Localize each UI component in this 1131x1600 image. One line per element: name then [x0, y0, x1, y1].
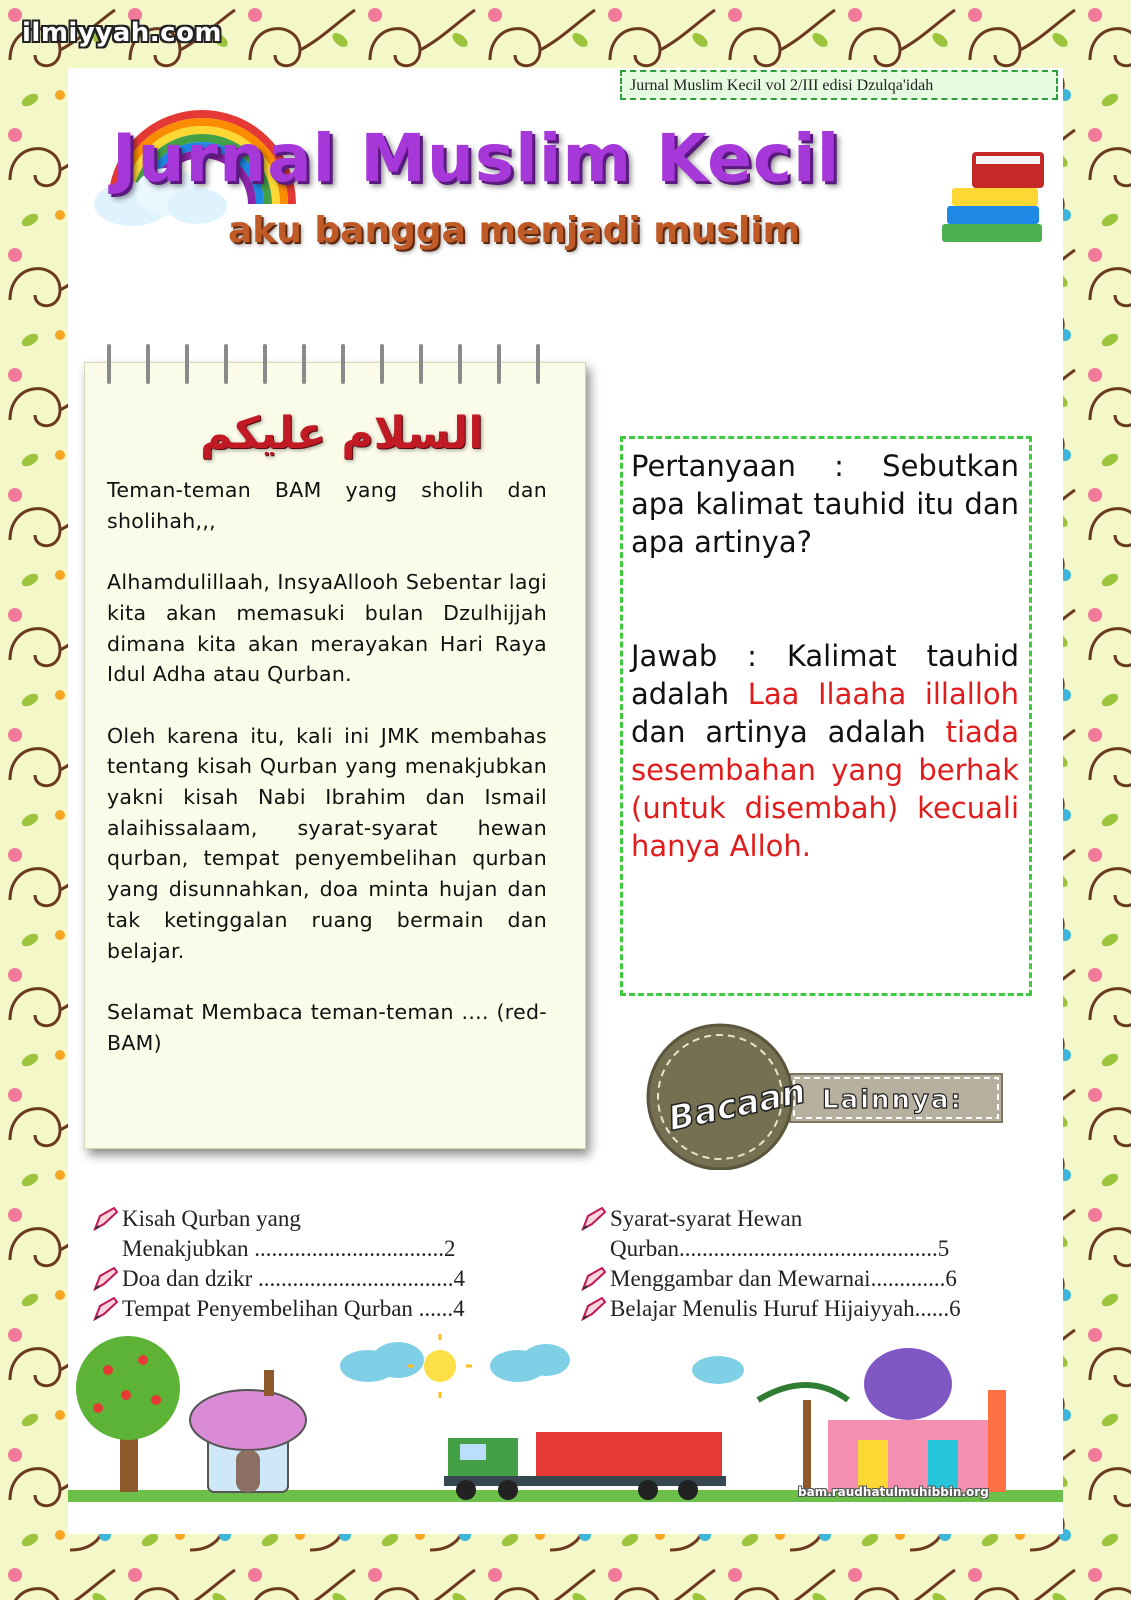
- site-badge[interactable]: ilmiyyah.com: [22, 18, 223, 48]
- toc-item[interactable]: [580, 1294, 961, 1324]
- toc-item-page: Qurban.............................................5: [610, 1236, 950, 1261]
- mosque-icon: [758, 1348, 1006, 1492]
- toc-item[interactable]: [92, 1294, 465, 1324]
- toc-item-title: Tempat Penyembelihan Qurban ......4: [122, 1296, 465, 1321]
- answer-mid: dan artinya adalah: [631, 715, 946, 749]
- toc-item-page: Menakjubkan .................................2: [122, 1236, 456, 1261]
- house-icon: [190, 1370, 306, 1492]
- pen-icon: [92, 1206, 120, 1232]
- toc-item-title: Belajar Menulis Huruf Hijaiyyah......6: [610, 1296, 961, 1321]
- tree-icon: [76, 1336, 180, 1492]
- qa-question: Pertanyaan : Sebutkan apa kalimat tauhid itu dan apa artinya?: [631, 449, 1019, 559]
- footer-url[interactable]: bam.raudhatulmuhibbin.org: [798, 1485, 989, 1499]
- notepad-rings: [84, 338, 584, 398]
- toc-item-title: Syarat-syarat Hewan: [610, 1206, 803, 1231]
- toc-item[interactable]: [580, 1204, 961, 1264]
- toc-left: [92, 1204, 465, 1324]
- edition-label: Jurnal Muslim Kecil vol 2/III edisi Dzulqa'idah: [620, 70, 1058, 100]
- salam-greeting: السلام عليكم: [200, 408, 484, 459]
- pen-icon: [580, 1296, 608, 1322]
- letter-paragraph: Oleh karena itu, kali ini JMK membahas tentang kisah Qurban yang menakjubkan yakni kisah Nabi Ibrahim dan Ismail alaihissalaam, syarat-syarat hewan qurban, tempat penyembelihan qurban yang disunnahkan, doa minta hujan dan tak ketinggalan ruang bermain dan belajar.: [107, 723, 547, 963]
- qa-box: [620, 436, 1032, 996]
- pen-icon: [580, 1266, 608, 1292]
- bacaan-lainnya-badge: [640, 1020, 1010, 1170]
- bacaan-word: Bacaan: [664, 1071, 810, 1140]
- toc-right: [580, 1204, 961, 1324]
- answer-intro: Jawab : Kalimat tauhid adalah: [631, 639, 1019, 711]
- truck-icon: [444, 1432, 726, 1500]
- toc-item[interactable]: [92, 1264, 465, 1294]
- toc-item-title: Kisah Qurban yang: [122, 1206, 301, 1231]
- lainnya-word: Lainnya:: [822, 1085, 963, 1115]
- toc-item[interactable]: [580, 1264, 961, 1294]
- answer-kalimat: Laa Ilaaha illalloh: [747, 677, 1019, 711]
- toc-item-title: Menggambar dan Mewarnai.............6: [610, 1266, 957, 1291]
- qa-answer: [631, 637, 1019, 865]
- toc-item-title: Doa dan dzikr ..................................4: [122, 1266, 466, 1291]
- toc-item[interactable]: [92, 1204, 465, 1264]
- pen-icon: [92, 1296, 120, 1322]
- answer-meaning: tiada sesembahan yang berhak (untuk disembah) kecuali hanya Alloh.: [631, 715, 1019, 863]
- pen-icon: [580, 1206, 608, 1232]
- cloud-icon: [340, 1342, 744, 1384]
- footer-illustration: [68, 1330, 1063, 1534]
- journal-title: Jurnal Muslim Kecil: [112, 120, 841, 197]
- letter-paragraph: Teman-teman BAM yang sholih dan sholihah,,,: [107, 478, 547, 533]
- letter-paragraph: Selamat Membaca teman-teman .... (red-BAM): [107, 999, 547, 1055]
- editor-letter: [107, 475, 547, 1089]
- journal-tagline: aku bangga menjadi muslim: [228, 210, 801, 251]
- pen-icon: [92, 1266, 120, 1292]
- letter-paragraph: Alhamdulillaah, InsyaAllooh Sebentar lagi kita akan memasuki bulan Dzulhijjah dimana kita akan merayakan Hari Raya Idul Adha atau Qurban.: [107, 570, 547, 687]
